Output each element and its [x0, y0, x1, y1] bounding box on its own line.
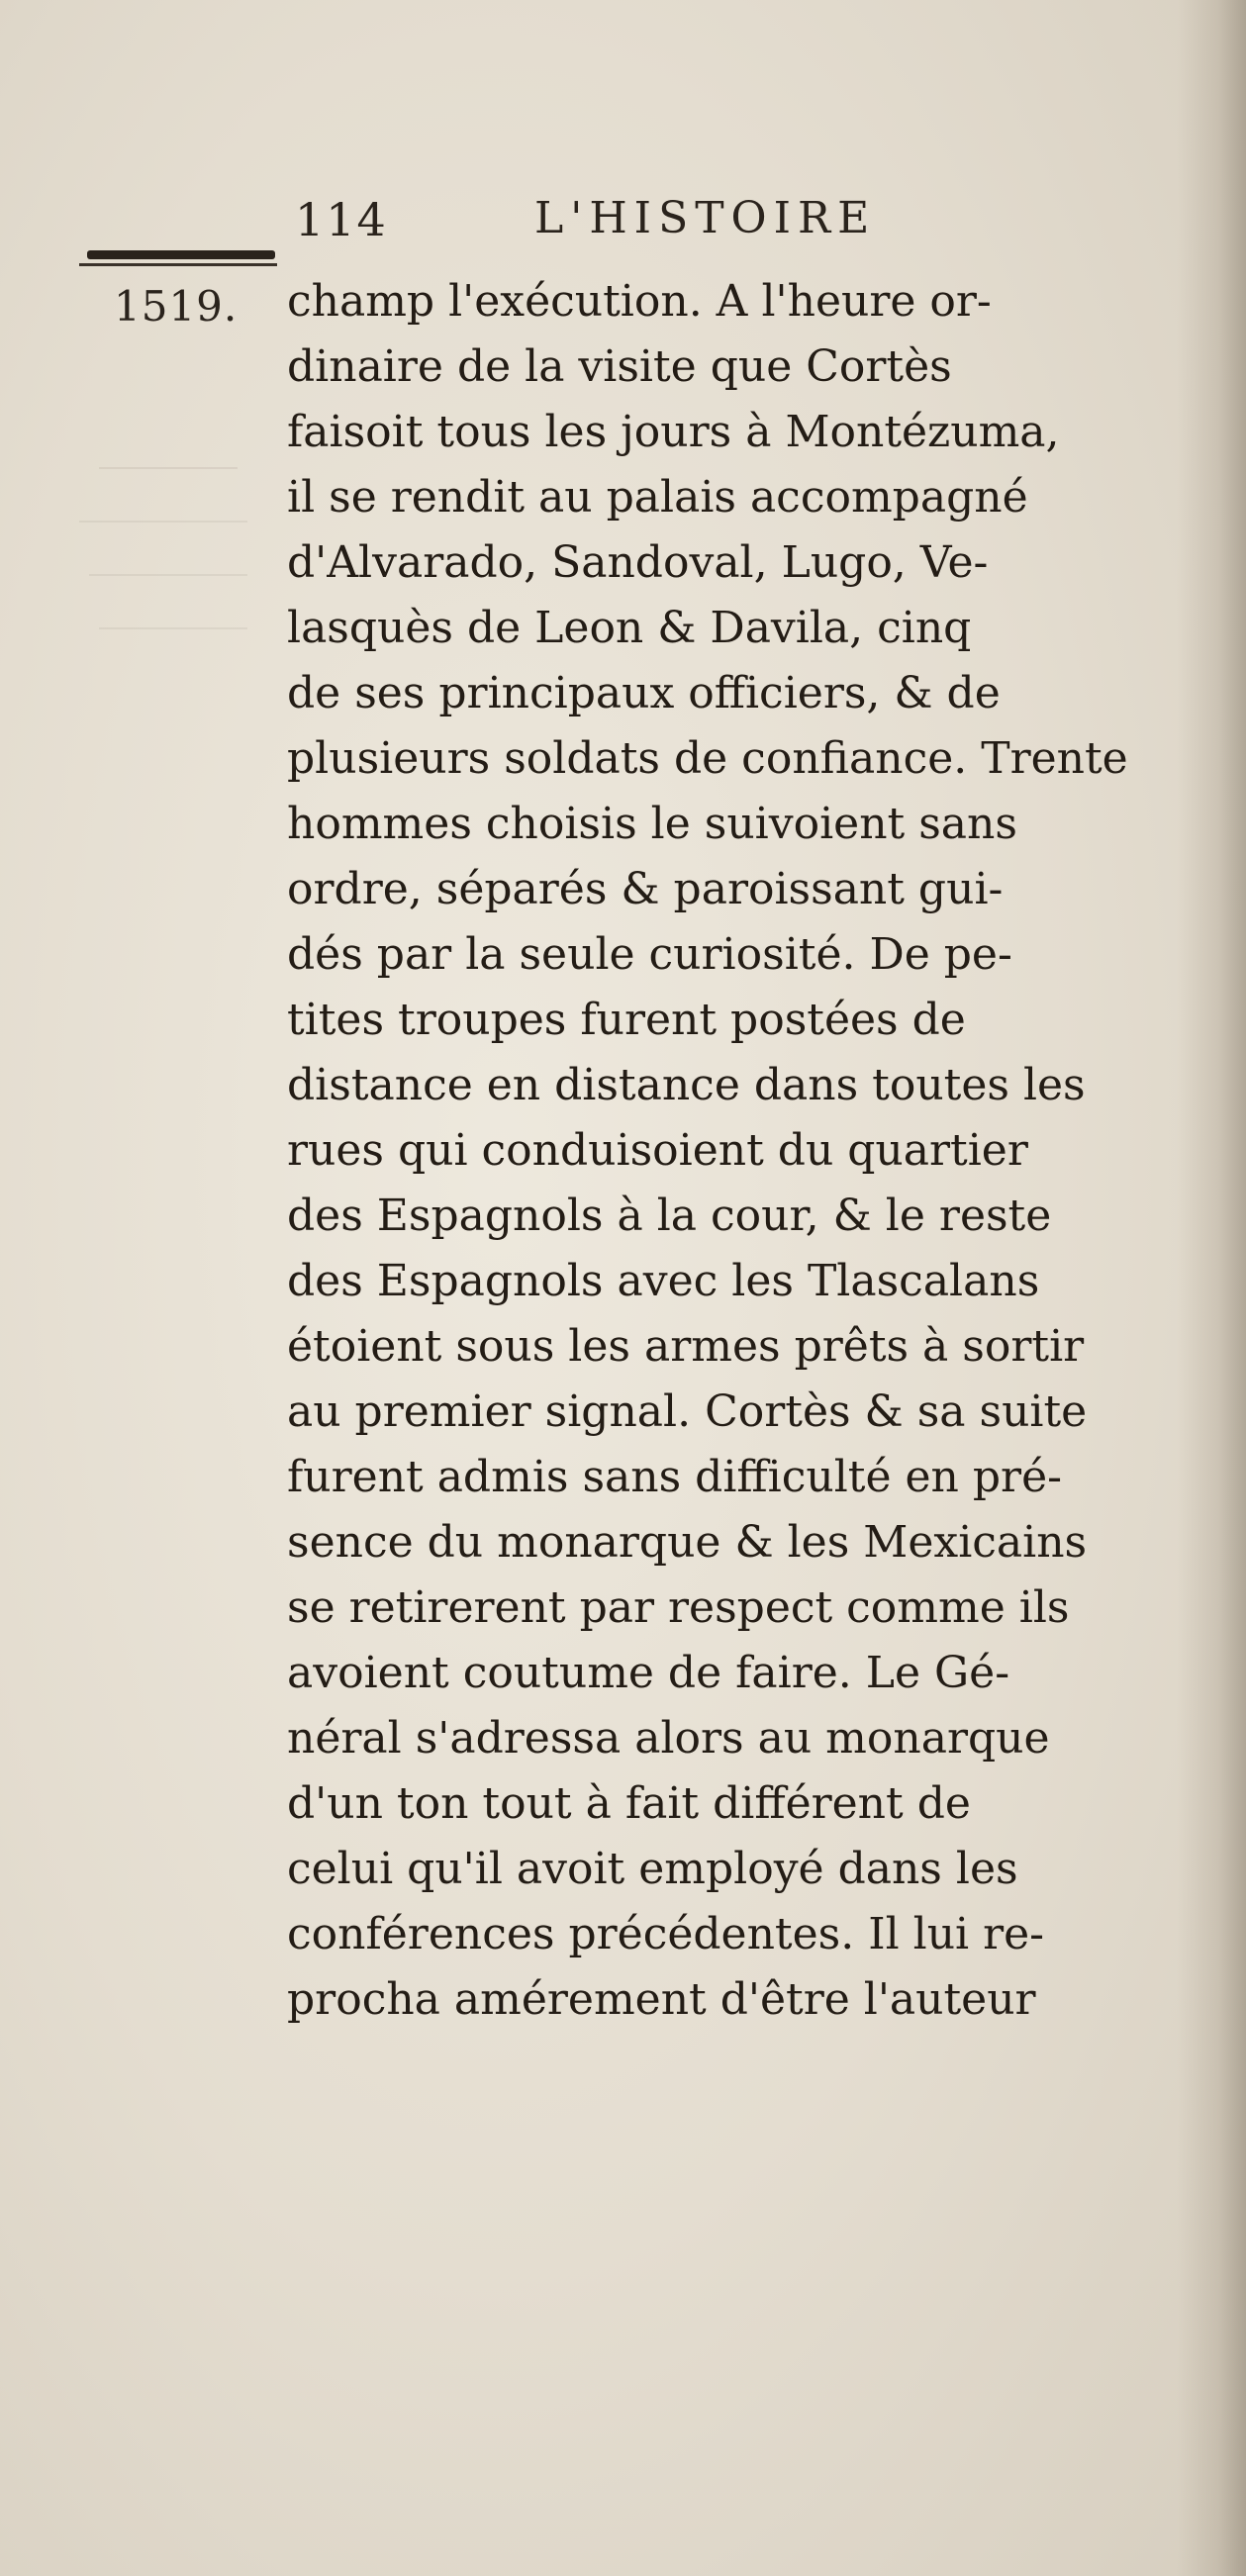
text-line: des Espagnols à la cour, & le reste [287, 1191, 1052, 1241]
text-line: hommes choisis le suivoient sans [287, 799, 1017, 849]
text-line: avoient coutume de faire. Le Gé- [287, 1648, 1010, 1698]
text-line: étoient sous les armes prêts à sortir [287, 1321, 1085, 1372]
text-line: des Espagnols avec les Tlascalans [287, 1256, 1040, 1306]
text-line: dés par la seule curiosité. De pe- [287, 929, 1012, 980]
text-line: se retirerent par respect comme ils [287, 1582, 1070, 1633]
text-line: ordre, séparés & paroissant gui- [287, 864, 1004, 914]
text-line: distance en distance dans toutes les [287, 1060, 1086, 1110]
running-title: L'HISTOIRE [534, 193, 877, 243]
text-line: lasquès de Leon & Davila, cinq [287, 603, 972, 653]
page-header [287, 193, 1019, 252]
margin-year: 1519. [114, 282, 239, 331]
text-line: d'Alvarado, Sandoval, Lugo, Ve- [287, 537, 989, 588]
margin-rule-thin [79, 263, 277, 266]
show-through-marks [59, 416, 257, 713]
text-line: néral s'adressa alors au monarque [287, 1713, 1050, 1764]
text-line: il se rendit au palais accompagné [287, 472, 1028, 523]
text-line: procha amérement d'être l'auteur [287, 1974, 1036, 2025]
text-line: de ses principaux officiers, & de [287, 668, 1001, 718]
text-line: furent admis sans difficulté en pré- [287, 1452, 1062, 1502]
text-line: plusieurs soldats de confiance. Trente [287, 733, 1128, 784]
text-line: dinaire de la visite que Cortès [287, 341, 952, 392]
page-number: 114 [295, 193, 388, 246]
text-line: d'un ton tout à fait différent de [287, 1778, 971, 1829]
text-line: tites troupes furent postées de [287, 995, 966, 1045]
text-line: sence du monarque & les Mexicains [287, 1517, 1088, 1568]
text-line: faisoit tous les jours à Montézuma, [287, 407, 1060, 457]
body-text [287, 269, 1198, 2033]
text-line: rues qui conduisoient du quartier [287, 1125, 1028, 1176]
text-line: conférences précédentes. Il lui re- [287, 1909, 1045, 1959]
text-line: champ l'exécution. A l'heure or- [287, 276, 992, 327]
text-line: au premier signal. Cortès & sa suite [287, 1386, 1088, 1437]
text-line: celui qu'il avoit employé dans les [287, 1844, 1018, 1894]
margin-rule-thick [87, 250, 275, 259]
